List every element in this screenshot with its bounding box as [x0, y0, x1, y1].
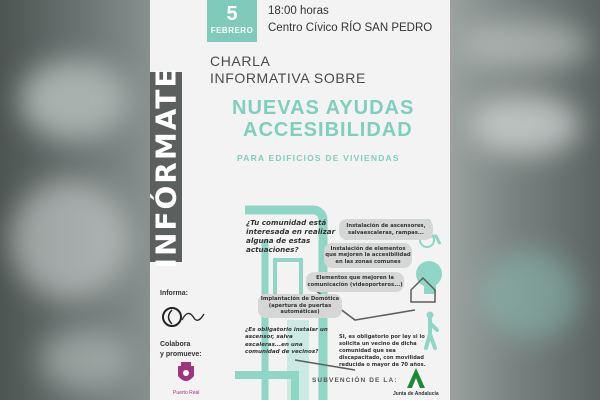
second-question: ¿Es obligatorio instalar un ascensor, salva escaleras...en una comunidad de vecinos? [245, 327, 328, 356]
bubble-communication: Elementos que mejoren la comunicación (videoporteros...) [306, 272, 404, 292]
date-badge [207, 0, 257, 42]
date-day: 5 [226, 3, 238, 25]
intro-line-2: INFORMATIVA SOBRE [210, 70, 366, 86]
colabora-label: Colabora [160, 341, 191, 348]
blurred-background-right [450, 0, 600, 400]
junta-andalucia-logo [407, 368, 425, 388]
subtitle: PARA EDIFICIOS DE VIVIENDAS [237, 153, 400, 163]
title-line-2: ACCESIBILIDAD [243, 119, 413, 141]
event-time: 18:00 horas [268, 5, 329, 17]
main-question: ¿Tu comunidad está interesada en realizar alguna de estas actuaciones? [246, 218, 336, 254]
bubble-common-areas: Instalación de elementos que mejoren la accesibilidad en las zonas comunes [324, 243, 412, 268]
person-head-icon [416, 261, 442, 294]
vertical-title: INFÓRMATE [149, 66, 183, 268]
bubble-domotics: Implantación de Domótica (apertura de puertas automáticas) [258, 294, 342, 318]
informa-label: Informa: [160, 290, 188, 297]
intro-line-1: CHARLA [210, 53, 271, 69]
blurred-background-left [0, 0, 150, 400]
date-month: FEBRERO [210, 26, 254, 35]
promueve-label: y promueve: [160, 351, 202, 358]
answer-text: SI, es obligatorio por ley si lo solicita un vecino de dicha comunidad que sea discapacitado, con movilidad reducida o mayor de 70 años. [339, 334, 426, 368]
junta-andalucia-label: Junta de Andalucía [393, 391, 439, 397]
informa-logo [160, 302, 206, 332]
council-name: Puerto Real [173, 390, 200, 396]
subvencion-label: SUBVENCIÓN DE LA: [312, 377, 398, 384]
council-crest-icon [176, 362, 196, 386]
title-line-1: NUEVAS AYUDAS [232, 97, 415, 119]
bubble-lifts: Instalación de ascensores, salvaescaleras, rampas... [339, 219, 433, 240]
event-place: Centro Cívico RÍO SAN PEDRO [268, 22, 433, 34]
